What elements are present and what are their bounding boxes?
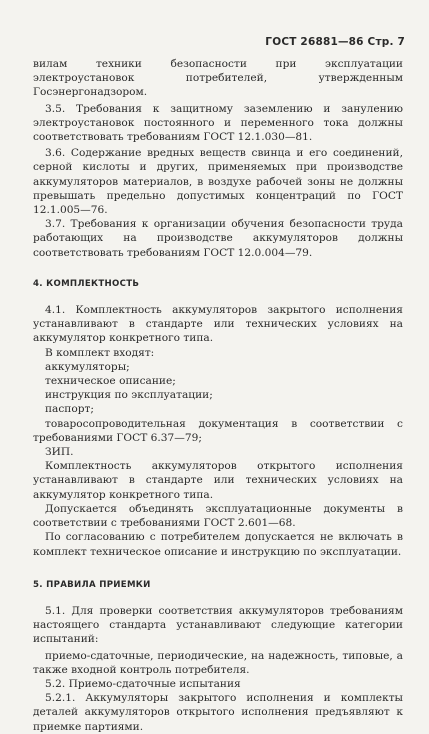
section-4-paragraph: паспорт;: [45, 403, 94, 416]
section-5-paragraph: 5.2. Приемо-сдаточные испытания: [45, 677, 241, 690]
section-4-paragraph: По согласованию с потребителем допускается не включать в комплект техническое описание и инструкцию по эксплуатации.: [33, 531, 403, 558]
section-3-paragraph: 3.5. Требования к защитному заземлению и занулению электроустановок постоянного и переменного тока должны соответствовать требованиям ГОСТ 12.1.030—81.: [33, 102, 403, 144]
section-4-paragraph: 4.1. Комплектность аккумуляторов закрытого исполнения устанавливают в стандарте или технических условиях на аккумулятор конкретного типа.: [33, 304, 403, 345]
section-5-paragraph: 5.1. Для проверки соответствия аккумуляторов требованиям настоящего стандарта устанавливают следующие категории испытаний:: [33, 604, 403, 646]
section-4-paragraph: аккумуляторы;: [45, 360, 130, 373]
section-3-paragraph: вилам техники безопасности при эксплуатации электроустановок потребителей, утвержденным Госэнергонадзором.: [33, 58, 403, 99]
section-4-paragraph: инструкция по эксплуатации;: [45, 389, 213, 402]
section-3-paragraph: 3.6. Содержание вредных веществ свинца и его соединений, серной кислоты и других, применяемых при производстве аккумуляторов материалов, в воздухе рабочей зоны не должны превышать предельно допустимых концентраций по ГОСТ 12.1.005—76.: [33, 147, 403, 217]
section-4-paragraph: Допускается объединять эксплуатационные документы в соответствии с требованиями ГОСТ 2.601—68.: [33, 502, 403, 530]
section-4-paragraph: Комплектность аккумуляторов открытого исполнения устанавливают в стандарте или технических условиях на аккумулятор конкретного типа.: [33, 460, 403, 501]
section-3-paragraph: 3.7. Требования к организации обучения безопасности труда работающих на производстве аккумуляторов должны соответствовать требованиям ГОСТ 12.0.004—79.: [33, 218, 403, 259]
section-5-paragraph: приемо-сдаточные, периодические, на надежность, типовые, а также входной контроль потребителя.: [33, 649, 403, 676]
section-4-paragraph: техническое описание;: [45, 375, 176, 388]
page-content: [33, 57, 403, 734]
page-header: ГОСТ 26881—86 Стр. 7: [265, 36, 405, 48]
section-4-heading: 4. КОМПЛЕКТНОСТЬ: [33, 278, 140, 289]
section-4-body: [33, 303, 403, 559]
section-4-paragraph: ЗИП.: [45, 446, 74, 459]
section-5-body: [33, 604, 403, 734]
section-5-heading: 5. ПРАВИЛА ПРИЕМКИ: [33, 579, 151, 590]
section-5-paragraph: 5.2.1. Аккумуляторы закрытого исполнения и комплекты деталей аккумуляторов открытого исполнения предъявляют к приемке партиями.: [33, 692, 403, 733]
section-4-paragraph: товаросопроводительная документация в соответствии с требованиями ГОСТ 6.37—79;: [33, 417, 403, 444]
section-3-continuation: [33, 57, 403, 260]
section-4-paragraph: В комплект входят:: [45, 346, 155, 359]
